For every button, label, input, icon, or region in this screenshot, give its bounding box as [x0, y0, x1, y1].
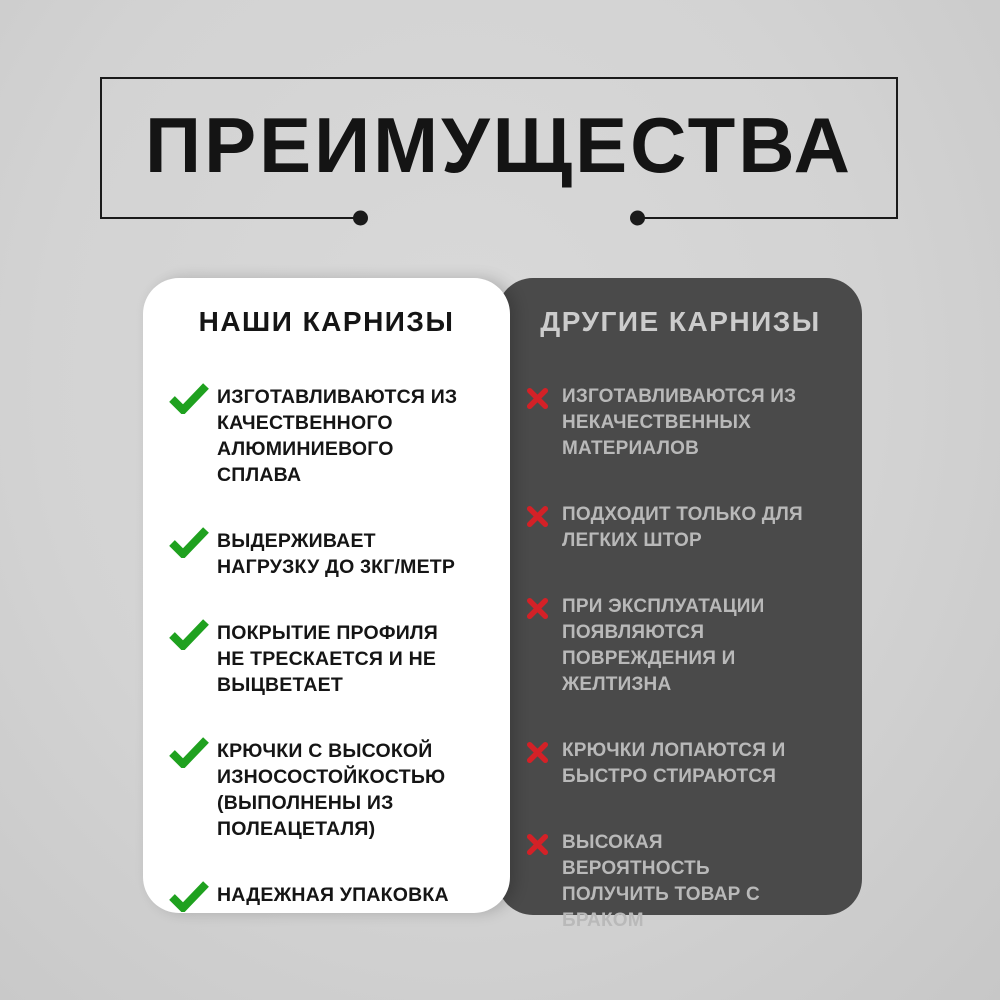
divider-dot-right	[630, 211, 645, 226]
divider-dot-left	[353, 211, 368, 226]
advantage-item-text: ВЫДЕРЖИВАЕТ НАГРУЗКУ ДО 3КГ/МЕТР	[217, 530, 456, 578]
divider-line-left	[100, 217, 360, 219]
check-icon	[169, 880, 209, 912]
drawback-item	[521, 502, 840, 554]
check-icon	[169, 736, 209, 768]
other-cornices-card	[497, 278, 862, 931]
drawback-item-text: КРЮЧКИ ЛОПАЮТСЯ И БЫСТРО СТИРАЮТСЯ	[562, 740, 786, 787]
our-card-title: НАШИ КАРНИЗЫ	[198, 306, 455, 337]
advantage-item-text: ПОКРЫТИЕ ПРОФИЛЯ НЕ ТРЕСКАЕТСЯ И НЕ ВЫЦВЕТАЕТ	[217, 622, 439, 696]
check-icon	[169, 618, 209, 650]
advantage-item	[169, 882, 484, 912]
advantage-item-text: ИЗГОТАВЛИВАЮТСЯ ИЗ КАЧЕСТВЕННОГО АЛЮМИНИЕВОГО СПЛАВА	[217, 386, 458, 486]
drawback-item-text: ИЗГОТАВЛИВАЮТСЯ ИЗ НЕКАЧЕСТВЕННЫХ МАТЕРИАЛОВ	[562, 386, 797, 459]
drawback-item	[521, 830, 840, 934]
drawback-item	[521, 384, 840, 462]
other-card-title: ДРУГИЕ КАРНИЗЫ	[540, 306, 821, 337]
advantage-item	[169, 620, 484, 698]
drawback-item-text: ВЫСОКАЯ ВЕРОЯТНОСТЬ ПОЛУЧИТЬ ТОВАР С БРАКОМ	[562, 832, 760, 931]
divider-line-right	[638, 217, 898, 219]
cross-icon	[525, 504, 550, 529]
drawback-item-text: ПОДХОДИТ ТОЛЬКО ДЛЯ ЛЕГКИХ ШТОР	[562, 504, 803, 551]
advantage-item-text: НАДЕЖНАЯ УПАКОВКА	[217, 884, 449, 906]
advantage-item	[169, 384, 484, 488]
advantage-item	[169, 738, 484, 842]
title-box	[100, 77, 898, 217]
cross-icon	[525, 832, 550, 857]
cross-icon	[525, 596, 550, 621]
drawback-item-text: ПРИ ЭКСПЛУАТАЦИИ ПОЯВЛЯЮТСЯ ПОВРЕЖДЕНИЯ И ЖЕЛТИЗНА	[562, 596, 765, 695]
cross-icon	[525, 740, 550, 765]
cross-icon	[525, 386, 550, 411]
our-cornices-card	[143, 278, 510, 913]
advantage-item	[169, 528, 484, 580]
page-title: ПРЕИМУЩЕСТВА	[145, 100, 853, 189]
advantage-item-text: КРЮЧКИ С ВЫСОКОЙ ИЗНОСОСТОЙКОСТЬЮ (ВЫПОЛНЕНЫ ИЗ ПОЛЕАЦЕТАЛЯ)	[217, 740, 446, 840]
check-icon	[169, 382, 209, 414]
check-icon	[169, 526, 209, 558]
drawback-item	[521, 738, 840, 790]
drawback-item	[521, 594, 840, 698]
